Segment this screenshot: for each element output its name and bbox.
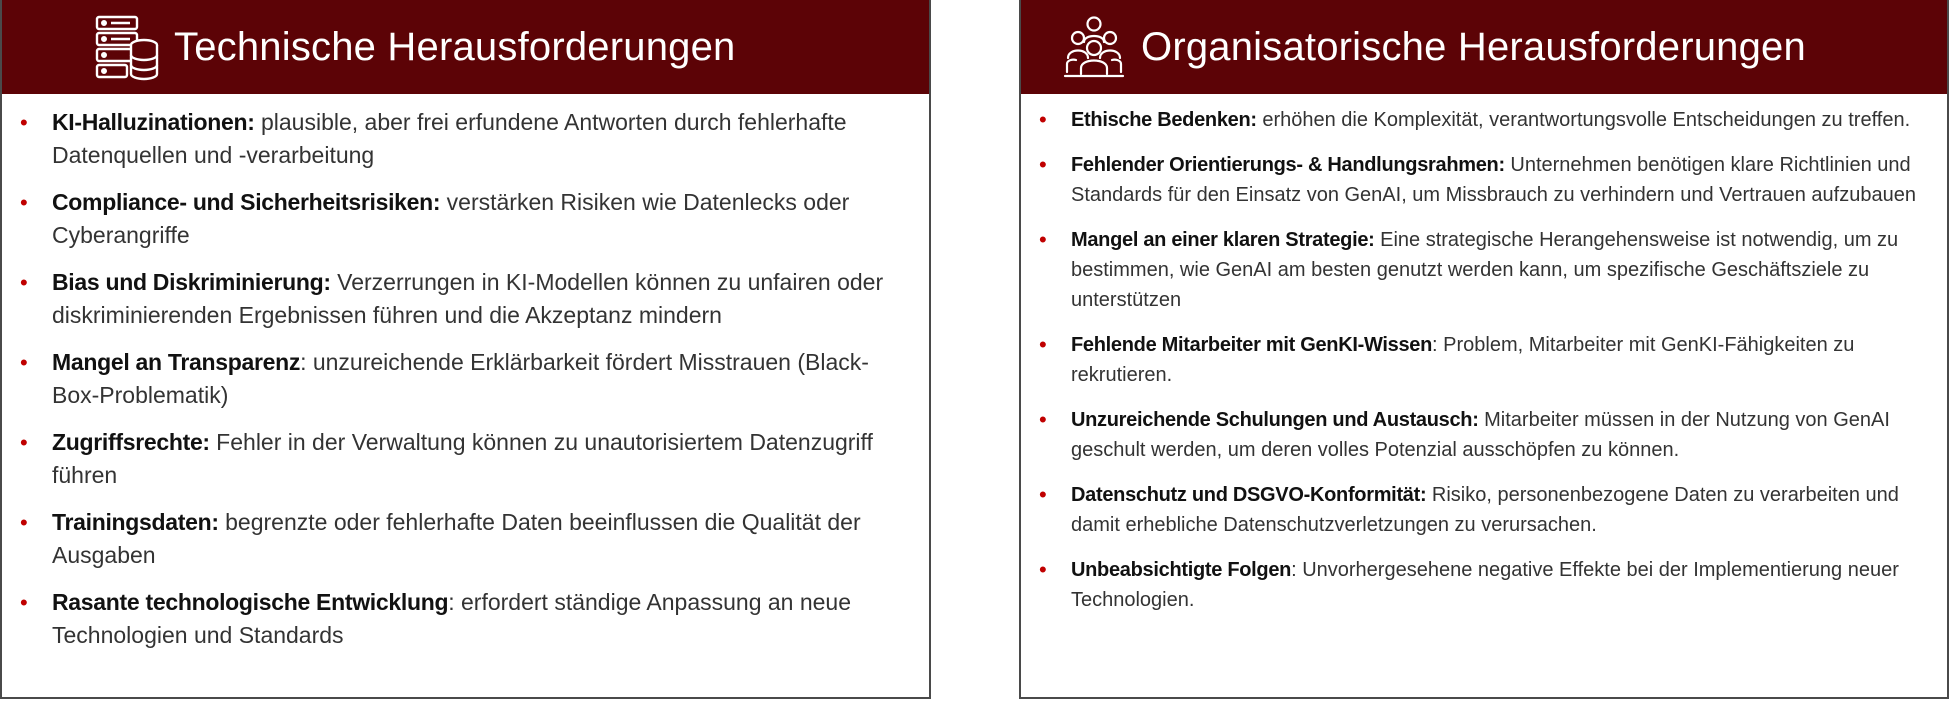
item-text: : Unvorhergesehene negative Effekte bei der Implementierung neuer Technologien.: [1071, 559, 1899, 611]
bullet-icon: •: [1039, 557, 1047, 582]
bullet-icon: •: [1039, 407, 1047, 432]
item-text: : erfordert ständige Anpassung an neue Technologien und Standards: [52, 589, 852, 648]
item-term: Trainingsdaten:: [52, 509, 219, 535]
item-term: Bias und Diskriminierung:: [52, 269, 331, 295]
bullet-icon: •: [20, 190, 28, 215]
item-text: : unzureichende Erklärbarkeit fördert Misstrauen (Black-Box-Problematik): [52, 349, 869, 408]
organizational-challenges-header: [1021, 0, 1947, 94]
technical-challenges-panel: [0, 0, 931, 699]
item-text: verstärken Risiken wie Datenlecks oder Cyberangriffe: [52, 189, 850, 248]
list-item: [1039, 105, 1941, 135]
bullet-icon: •: [20, 430, 28, 455]
item-text: : Problem, Mitarbeiter mit GenKI-Fähigkeiten zu rekrutieren.: [1071, 334, 1855, 386]
item-term: Mangel an Transparenz: [52, 349, 301, 375]
server-database-icon: [94, 12, 160, 82]
bullet-icon: •: [20, 350, 28, 375]
item-text: plausible, aber frei erfundene Antworten durch fehlerhafte Datenquellen und -verarbeitung: [52, 109, 847, 168]
list-item: [1039, 555, 1941, 615]
bullet-icon: •: [20, 110, 28, 135]
item-text: begrenzte oder fehlerhafte Daten beeinflussen die Qualität der Ausgaben: [52, 509, 861, 568]
bullet-icon: •: [1039, 482, 1047, 507]
item-text: Mitarbeiter müssen in der Nutzung von GenAI geschult werden, um deren volles Potenzial ausschöpfen zu können.: [1071, 409, 1890, 461]
item-term: Unzureichende Schulungen und Austausch:: [1071, 409, 1479, 431]
item-term: Ethische Bedenken:: [1071, 109, 1257, 131]
list-item: [1039, 150, 1941, 210]
organizational-challenges-list: [1021, 94, 1947, 615]
item-text: Fehler in der Verwaltung können zu unautorisiertem Datenzugriff führen: [52, 429, 873, 488]
list-item: [1039, 330, 1941, 390]
item-text: Verzerrungen in KI-Modellen können zu unfairen oder diskriminierenden Ergebnissen führen und die Akzeptanz mindern: [52, 269, 884, 328]
bullet-icon: •: [20, 510, 28, 535]
item-term: Mangel an einer klaren Strategie:: [1071, 229, 1375, 251]
technical-challenges-header: [2, 0, 929, 94]
organizational-challenges-title: Organisatorische Herausforderungen: [1141, 24, 1806, 69]
list-item: [20, 506, 915, 572]
list-item: [20, 346, 915, 412]
list-item: [20, 426, 915, 492]
item-term: KI-Halluzinationen:: [52, 109, 255, 135]
bullet-icon: •: [1039, 107, 1047, 132]
bullet-icon: •: [1039, 152, 1047, 177]
bullet-icon: •: [20, 270, 28, 295]
item-text: Eine strategische Herangehensweise ist notwendig, um zu bestimmen, wie GenAI am besten genutzt werden kann, um spezifische Geschäftsziele zu unterstützen: [1071, 229, 1899, 311]
list-item: [1039, 405, 1941, 465]
technical-challenges-list: [2, 94, 929, 652]
bullet-icon: •: [20, 590, 28, 615]
technical-challenges-title: Technische Herausforderungen: [174, 24, 736, 69]
item-text: Risiko, personenbezogene Daten zu verarbeiten und damit erhebliche Datenschutzverletzungen zu verursachen.: [1071, 484, 1899, 536]
organizational-challenges-panel: [1019, 0, 1949, 699]
list-item: [20, 186, 915, 252]
item-text: Unternehmen benötigen klare Richtlinien und Standards für den Einsatz von GenAI, um Missbrauch zu verhindern und Vertrauen aufzubauen: [1071, 154, 1916, 206]
item-term: Zugriffsrechte:: [52, 429, 210, 455]
list-item: [1039, 225, 1941, 315]
list-item: [20, 106, 915, 172]
bullet-icon: •: [1039, 332, 1047, 357]
list-item: [20, 266, 915, 332]
list-item: [1039, 480, 1941, 540]
list-item: [20, 586, 915, 652]
item-text: erhöhen die Komplexität, verantwortungsvolle Entscheidungen zu treffen.: [1256, 109, 1911, 131]
item-term: Unbeabsichtigte Folgen: [1071, 559, 1292, 581]
bullet-icon: •: [1039, 227, 1047, 252]
item-term: Compliance- und Sicherheitsrisiken:: [52, 189, 441, 215]
item-term: Rasante technologische Entwicklung: [52, 589, 449, 615]
item-term: Datenschutz und DSGVO-Konformität:: [1071, 484, 1427, 506]
team-people-icon: [1061, 12, 1127, 82]
item-term: Fehlende Mitarbeiter mit GenKI-Wissen: [1071, 334, 1433, 356]
item-term: Fehlender Orientierungs- & Handlungsrahmen:: [1071, 154, 1505, 176]
